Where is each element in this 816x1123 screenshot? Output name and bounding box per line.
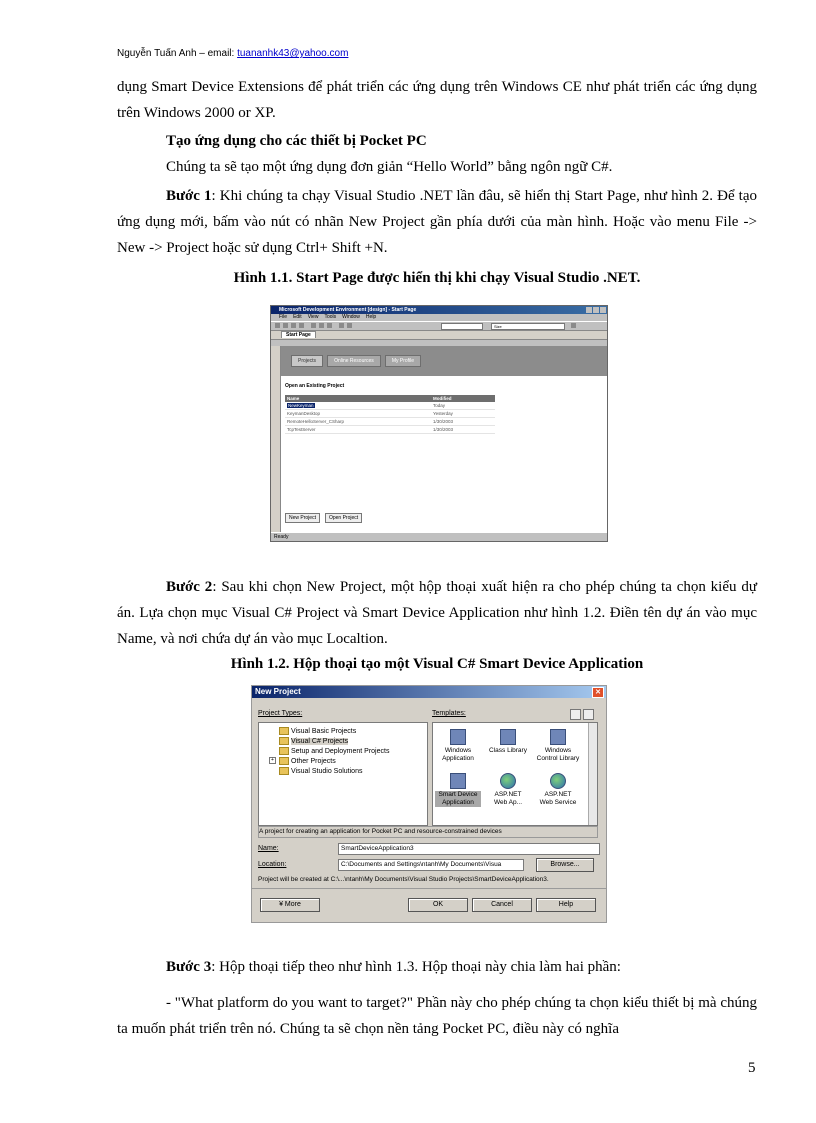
template-aspnet-web-app[interactable]: ASP.NET Web Ap... [485,773,531,807]
config-combo[interactable] [441,323,483,330]
table-row[interactable] [285,426,495,434]
open-project-heading: Open an Existing Project [285,383,345,389]
class-library-icon [500,729,516,745]
step-3-text: : Hộp thoại tiếp theo như hình 1.3. Hộp thoại này chia làm hai phần: [211,959,621,975]
column-modified: Modified [431,395,495,402]
new-project-button[interactable]: New Project [285,513,320,523]
document-tab-bar [271,331,607,340]
menu-window[interactable]: Window [342,314,360,320]
project-name[interactable]: TcpTestServer [285,426,431,434]
paragraph-intro: dụng Smart Device Extensions để phát triển các ứng dụng trên Windows CE như phát triển các ứng dụng trên Windows 2000 or XP. [117,79,757,121]
start-page-banner [281,346,607,376]
project-name[interactable]: NewKeyman [288,403,314,408]
more-button[interactable]: ¥ More [260,898,320,912]
cancel-button[interactable]: Cancel [472,898,532,912]
project-types-tree [258,722,428,826]
page-header [117,48,348,59]
tree-item-visual-basic[interactable]: Visual Basic Projects [279,727,356,735]
template-smart-device-application[interactable]: Smart Device Application [435,773,481,807]
template-windows-application[interactable]: Windows Application [435,729,481,763]
tab-my-profile[interactable]: My Profile [385,355,421,367]
vs-toolbar [271,321,607,331]
paragraph-step-2 [117,574,757,652]
author-line: Nguyễn Tuấn Anh – email: [117,48,238,59]
recent-projects-table [285,395,495,434]
template-description: A project for creating an application for Pocket PC and resource-constrained devices [258,826,598,838]
folder-icon [279,727,289,735]
save-icon[interactable] [291,323,296,328]
small-icons-view-icon[interactable] [583,709,594,720]
open-file-icon[interactable] [283,323,288,328]
figure-start-page [270,305,608,542]
menu-help[interactable]: Help [365,314,377,320]
browse-button[interactable]: Browse... [536,858,594,872]
step-2-text: : Sau khi chọn New Project, một hộp thoại xuất hiện ra cho phép chúng ta chọn kiểu dự án. Lựa chọn mục Visual C# Project và Smart Device Application như hình 1.2. Điền tên dự án vào mục Name, và nơi chứa dự án vào mục Localtion. [117,579,757,647]
menu-view[interactable]: View [307,314,319,320]
toolbox-side-bar[interactable] [271,346,281,533]
paragraph-step-3 [117,954,757,980]
status-bar: Ready [271,532,607,541]
tree-item-other-projects[interactable]: + Other Projects [279,757,336,765]
paste-icon[interactable] [327,323,332,328]
redo-icon[interactable] [347,323,352,328]
folder-icon [279,747,289,755]
globe-icon [500,773,516,789]
solution-explorer-icon[interactable] [571,323,576,328]
project-types-label: Project Types: [258,710,303,717]
step-1-text: : Khi chúng ta chạy Visual Studio .NET lần đâu, sẽ hiển thị Start Page, như hình 2. Để tạo ứng dụng mới, bấm vào nút có nhãn New Project gần phía dưới của màn hình. Hoặc vào menu File -> New -> Project hoặc sử dụng Ctrl+ Shift +N. [117,188,757,256]
folder-icon [279,767,289,775]
project-modified: Yesterday [431,410,495,418]
vs-window-title: Microsoft Development Environment [design] - Start Page [279,307,417,313]
close-icon[interactable]: ✕ [592,687,604,698]
tab-online-resources[interactable]: Online Resources [327,355,381,367]
folder-open-icon [279,737,289,745]
location-label: Location: [258,861,287,868]
smart-device-icon [450,773,466,789]
start-page-content [281,346,607,533]
tab-projects[interactable]: Projects [291,355,323,367]
undo-icon[interactable] [339,323,344,328]
minimize-icon[interactable] [586,307,592,313]
dialog-title: New Project [255,687,301,696]
globe-icon [550,773,566,789]
menu-file[interactable]: File [279,314,288,320]
step-2-label: Bước 2 [166,579,213,595]
menu-edit[interactable]: Edit [293,314,302,320]
help-button[interactable]: Help [536,898,596,912]
template-class-library[interactable]: Class Library [485,729,531,755]
project-path-note: Project will be created at C:\...\ntanh\My Documents\Visual Studio Projects\SmartDeviceApplication3. [258,876,549,883]
save-all-icon[interactable] [299,323,304,328]
open-project-button[interactable]: Open Project [325,513,362,523]
template-windows-control-library[interactable]: Windows Control Library [535,729,581,763]
section-title: Tạo ứng dụng cho các thiết bị Pocket PC [166,133,427,149]
copy-icon[interactable] [319,323,324,328]
table-row[interactable] [285,402,495,410]
dialog-title-bar [252,686,606,698]
templates-label: Templates: [432,710,466,717]
project-modified: Today [431,402,495,410]
name-label: Name: [258,845,279,852]
cut-icon[interactable] [311,323,316,328]
tree-item-solutions[interactable]: Visual Studio Solutions [279,767,362,775]
folder-icon [279,757,289,765]
paragraph-step-1 [117,183,757,261]
page-number: 5 [748,1060,756,1076]
maximize-icon[interactable] [593,307,599,313]
new-file-icon[interactable] [275,323,280,328]
author-email-link[interactable]: tuananhk43@yahoo.com [237,48,349,59]
menu-tools[interactable]: Tools [324,314,337,320]
project-name[interactable]: KeymanDesktop [285,410,431,418]
templates-scrollbar[interactable] [588,723,597,825]
paragraph-hello-world: Chúng ta sẽ tạo một ứng dụng đơn giản “Hello World” bằng ngôn ngữ C#. [166,159,613,175]
windows-app-icon [450,729,466,745]
caption-figure-1: Hình 1.1. Start Page được hiển thị khi chạy Visual Studio .NET. [233,270,641,286]
figure-new-project-dialog [251,685,607,923]
column-name: Name [285,395,431,402]
tree-item-visual-csharp[interactable]: Visual C# Projects [279,737,348,745]
step-1-label: Bước 1 [166,188,212,204]
find-combo[interactable]: Size [491,323,565,330]
start-page-tab[interactable]: Start Page [281,331,316,338]
project-modified: 1/30/2003 [431,426,495,434]
vs-menu-bar [271,314,607,321]
table-row[interactable] [285,418,495,426]
project-name[interactable]: RemoteHelloServer_CSharp [285,418,431,426]
tree-item-setup-deployment[interactable]: Setup and Deployment Projects [279,747,389,755]
template-aspnet-web-service[interactable]: ASP.NET Web Service [535,773,581,807]
location-input[interactable]: C:\Documents and Settings\ntanh\My Documents\Visua [338,859,524,871]
control-library-icon [550,729,566,745]
vs-title-bar [271,306,607,314]
step-3-label: Bước 3 [166,959,212,975]
divider [252,888,606,889]
ok-button[interactable]: OK [408,898,468,912]
project-modified: 1/30/2003 [431,418,495,426]
table-row[interactable] [285,410,495,418]
expand-icon[interactable]: + [269,757,276,764]
close-icon[interactable] [600,307,606,313]
paragraph-platform: - "What platform do you want to target?" Phần này cho phép chúng ta chọn kiểu thiết bị mà chúng ta muốn phát triển trên nó. Chúng ta sẽ chọn nền tảng Pocket PC, điều này có nghĩa [117,995,757,1037]
name-input[interactable]: SmartDeviceApplication3 [338,843,600,855]
caption-figure-2: Hình 1.2. Hộp thoại tạo một Visual C# Smart Device Application [230,656,644,672]
templates-list [432,722,598,826]
large-icons-view-icon[interactable] [570,709,581,720]
